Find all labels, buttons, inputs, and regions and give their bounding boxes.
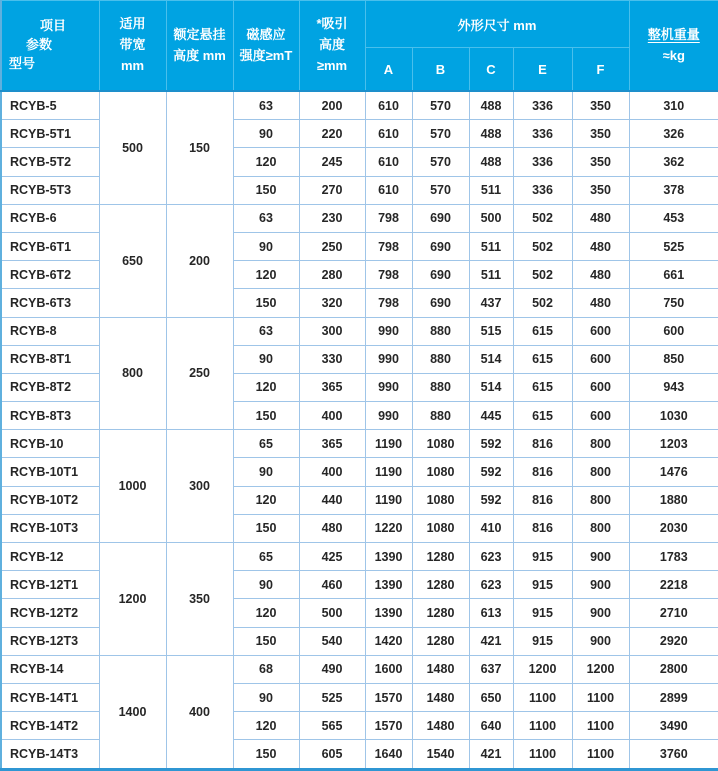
header-corner-line1: 项目 [40, 18, 67, 34]
cell-attraction-height: 460 [299, 571, 365, 599]
cell-attraction-height: 270 [299, 176, 365, 204]
cell-weight: 600 [629, 317, 718, 345]
header-dim-e: E [513, 48, 572, 92]
cell-dim-b: 1280 [412, 543, 469, 571]
header-dim-f: F [572, 48, 629, 92]
cell-dim-b: 690 [412, 232, 469, 260]
cell-dim-f: 800 [572, 486, 629, 514]
cell-dim-a: 990 [365, 402, 412, 430]
cell-weight: 453 [629, 204, 718, 232]
cell-magnetic-induction: 90 [233, 458, 299, 486]
cell-dim-b: 1280 [412, 599, 469, 627]
cell-weight: 2710 [629, 599, 718, 627]
cell-magnetic-induction: 150 [233, 402, 299, 430]
cell-dim-f: 600 [572, 402, 629, 430]
table-body [1, 91, 718, 769]
cell-model: RCYB-14 [1, 655, 99, 683]
header-suspension-height: 额定悬挂 高度 mm [166, 1, 233, 92]
cell-model: RCYB-8 [1, 317, 99, 345]
cell-suspension-height: 200 [166, 204, 233, 317]
header-corner-line3: 型号 [9, 55, 36, 71]
cell-bandwidth: 1200 [99, 543, 166, 656]
cell-dim-a: 1390 [365, 599, 412, 627]
cell-model: RCYB-10 [1, 430, 99, 458]
cell-attraction-height: 200 [299, 91, 365, 120]
cell-dim-a: 1420 [365, 627, 412, 655]
cell-dim-b: 1280 [412, 627, 469, 655]
cell-magnetic-induction: 120 [233, 373, 299, 401]
cell-dim-e: 502 [513, 204, 572, 232]
cell-dim-c: 637 [469, 655, 513, 683]
cell-attraction-height: 480 [299, 514, 365, 542]
cell-dim-f: 900 [572, 599, 629, 627]
cell-attraction-height: 250 [299, 232, 365, 260]
cell-suspension-height: 150 [166, 91, 233, 204]
cell-model: RCYB-12 [1, 543, 99, 571]
cell-model: RCYB-10T1 [1, 458, 99, 486]
cell-attraction-height: 400 [299, 402, 365, 430]
cell-dim-c: 623 [469, 543, 513, 571]
cell-dim-a: 990 [365, 373, 412, 401]
header-dimensions-group: 外形尺寸 mm [365, 1, 629, 48]
cell-attraction-height: 330 [299, 345, 365, 373]
cell-model: RCYB-8T2 [1, 373, 99, 401]
cell-dim-b: 880 [412, 345, 469, 373]
cell-dim-c: 488 [469, 120, 513, 148]
cell-weight: 750 [629, 289, 718, 317]
cell-attraction-height: 365 [299, 430, 365, 458]
cell-dim-f: 480 [572, 204, 629, 232]
cell-dim-a: 1190 [365, 486, 412, 514]
cell-attraction-height: 490 [299, 655, 365, 683]
cell-bandwidth: 800 [99, 317, 166, 430]
cell-dim-c: 511 [469, 176, 513, 204]
cell-dim-b: 1480 [412, 655, 469, 683]
cell-model: RCYB-6T2 [1, 261, 99, 289]
cell-dim-f: 900 [572, 571, 629, 599]
cell-weight: 2899 [629, 683, 718, 711]
cell-magnetic-induction: 63 [233, 91, 299, 120]
cell-dim-c: 511 [469, 232, 513, 260]
cell-model: RCYB-14T3 [1, 740, 99, 769]
cell-dim-f: 350 [572, 176, 629, 204]
cell-bandwidth: 1400 [99, 655, 166, 769]
cell-magnetic-induction: 120 [233, 148, 299, 176]
cell-magnetic-induction: 90 [233, 232, 299, 260]
cell-dim-a: 1390 [365, 543, 412, 571]
cell-dim-e: 915 [513, 571, 572, 599]
cell-dim-b: 690 [412, 204, 469, 232]
cell-dim-b: 1080 [412, 514, 469, 542]
cell-model: RCYB-6 [1, 204, 99, 232]
table-header [1, 1, 718, 92]
cell-dim-a: 798 [365, 261, 412, 289]
cell-weight: 943 [629, 373, 718, 401]
cell-weight: 850 [629, 345, 718, 373]
cell-dim-e: 615 [513, 402, 572, 430]
cell-dim-f: 800 [572, 430, 629, 458]
cell-dim-c: 613 [469, 599, 513, 627]
cell-model: RCYB-8T1 [1, 345, 99, 373]
cell-attraction-height: 230 [299, 204, 365, 232]
cell-attraction-height: 245 [299, 148, 365, 176]
cell-dim-e: 502 [513, 289, 572, 317]
cell-model: RCYB-12T2 [1, 599, 99, 627]
cell-magnetic-induction: 90 [233, 571, 299, 599]
header-corner [1, 1, 99, 92]
cell-suspension-height: 350 [166, 543, 233, 656]
cell-dim-e: 336 [513, 120, 572, 148]
cell-dim-c: 623 [469, 571, 513, 599]
cell-attraction-height: 605 [299, 740, 365, 769]
cell-magnetic-induction: 90 [233, 345, 299, 373]
cell-dim-e: 816 [513, 458, 572, 486]
cell-attraction-height: 320 [299, 289, 365, 317]
cell-dim-e: 615 [513, 373, 572, 401]
cell-dim-a: 1190 [365, 430, 412, 458]
cell-dim-c: 488 [469, 148, 513, 176]
cell-dim-a: 990 [365, 317, 412, 345]
cell-magnetic-induction: 65 [233, 543, 299, 571]
cell-dim-a: 1570 [365, 712, 412, 740]
cell-magnetic-induction: 120 [233, 261, 299, 289]
cell-dim-b: 1480 [412, 712, 469, 740]
cell-dim-f: 600 [572, 373, 629, 401]
header-dim-b: B [412, 48, 469, 92]
cell-dim-e: 615 [513, 345, 572, 373]
cell-weight: 1880 [629, 486, 718, 514]
cell-model: RCYB-14T1 [1, 683, 99, 711]
cell-dim-a: 1220 [365, 514, 412, 542]
cell-suspension-height: 250 [166, 317, 233, 430]
cell-magnetic-induction: 150 [233, 176, 299, 204]
cell-dim-f: 350 [572, 120, 629, 148]
cell-dim-e: 915 [513, 543, 572, 571]
cell-suspension-height: 300 [166, 430, 233, 543]
cell-dim-e: 615 [513, 317, 572, 345]
cell-dim-e: 816 [513, 486, 572, 514]
cell-dim-a: 798 [365, 232, 412, 260]
cell-suspension-height: 400 [166, 655, 233, 769]
cell-attraction-height: 525 [299, 683, 365, 711]
cell-attraction-height: 300 [299, 317, 365, 345]
table-row [1, 543, 718, 571]
cell-dim-c: 650 [469, 683, 513, 711]
cell-dim-b: 880 [412, 317, 469, 345]
cell-magnetic-induction: 120 [233, 712, 299, 740]
cell-dim-f: 600 [572, 317, 629, 345]
cell-magnetic-induction: 90 [233, 683, 299, 711]
cell-dim-c: 515 [469, 317, 513, 345]
cell-model: RCYB-5T3 [1, 176, 99, 204]
cell-dim-f: 1100 [572, 683, 629, 711]
cell-model: RCYB-5 [1, 91, 99, 120]
cell-dim-e: 336 [513, 91, 572, 120]
cell-dim-f: 1200 [572, 655, 629, 683]
cell-magnetic-induction: 150 [233, 627, 299, 655]
cell-dim-b: 690 [412, 261, 469, 289]
cell-dim-f: 900 [572, 543, 629, 571]
cell-bandwidth: 500 [99, 91, 166, 204]
cell-weight: 1783 [629, 543, 718, 571]
cell-dim-c: 514 [469, 345, 513, 373]
cell-dim-b: 570 [412, 176, 469, 204]
cell-model: RCYB-10T3 [1, 514, 99, 542]
cell-magnetic-induction: 63 [233, 204, 299, 232]
cell-weight: 362 [629, 148, 718, 176]
cell-weight: 1030 [629, 402, 718, 430]
cell-dim-a: 1600 [365, 655, 412, 683]
cell-weight: 2030 [629, 514, 718, 542]
header-magnetic-induction: 磁感应 强度≥mT [233, 1, 299, 92]
cell-dim-a: 990 [365, 345, 412, 373]
cell-dim-e: 336 [513, 176, 572, 204]
cell-dim-c: 445 [469, 402, 513, 430]
cell-dim-e: 336 [513, 148, 572, 176]
cell-dim-a: 1570 [365, 683, 412, 711]
cell-attraction-height: 365 [299, 373, 365, 401]
cell-dim-f: 800 [572, 458, 629, 486]
cell-bandwidth: 650 [99, 204, 166, 317]
cell-dim-b: 570 [412, 148, 469, 176]
header-weight: 整机重量 ≈kg [629, 1, 718, 92]
cell-dim-f: 600 [572, 345, 629, 373]
cell-dim-e: 915 [513, 599, 572, 627]
cell-dim-b: 880 [412, 402, 469, 430]
cell-model: RCYB-6T3 [1, 289, 99, 317]
cell-dim-a: 1190 [365, 458, 412, 486]
cell-model: RCYB-14T2 [1, 712, 99, 740]
cell-weight: 1476 [629, 458, 718, 486]
cell-dim-a: 798 [365, 289, 412, 317]
cell-dim-a: 610 [365, 120, 412, 148]
cell-dim-b: 880 [412, 373, 469, 401]
cell-attraction-height: 440 [299, 486, 365, 514]
cell-dim-f: 1100 [572, 712, 629, 740]
cell-model: RCYB-12T1 [1, 571, 99, 599]
table-row [1, 204, 718, 232]
cell-magnetic-induction: 120 [233, 486, 299, 514]
cell-dim-f: 480 [572, 289, 629, 317]
cell-model: RCYB-12T3 [1, 627, 99, 655]
cell-attraction-height: 425 [299, 543, 365, 571]
table-row [1, 317, 718, 345]
cell-weight: 1203 [629, 430, 718, 458]
cell-dim-a: 610 [365, 176, 412, 204]
cell-dim-a: 1390 [365, 571, 412, 599]
cell-dim-f: 480 [572, 261, 629, 289]
cell-dim-b: 1540 [412, 740, 469, 769]
cell-dim-a: 798 [365, 204, 412, 232]
header-bandwidth: 适用 带宽 mm [99, 1, 166, 92]
cell-dim-e: 502 [513, 232, 572, 260]
cell-magnetic-induction: 120 [233, 599, 299, 627]
cell-dim-a: 610 [365, 148, 412, 176]
table-row [1, 430, 718, 458]
cell-dim-f: 350 [572, 91, 629, 120]
cell-dim-e: 1100 [513, 683, 572, 711]
cell-dim-b: 1480 [412, 683, 469, 711]
cell-dim-e: 1100 [513, 712, 572, 740]
cell-model: RCYB-6T1 [1, 232, 99, 260]
cell-model: RCYB-5T1 [1, 120, 99, 148]
cell-dim-b: 1080 [412, 458, 469, 486]
table-row [1, 91, 718, 120]
cell-weight: 378 [629, 176, 718, 204]
cell-dim-c: 514 [469, 373, 513, 401]
header-dim-a: A [365, 48, 412, 92]
header-attraction-height: *吸引 高度 ≥mm [299, 1, 365, 92]
cell-attraction-height: 220 [299, 120, 365, 148]
cell-dim-c: 592 [469, 430, 513, 458]
cell-weight: 2920 [629, 627, 718, 655]
cell-attraction-height: 400 [299, 458, 365, 486]
cell-attraction-height: 280 [299, 261, 365, 289]
cell-dim-c: 592 [469, 458, 513, 486]
cell-dim-f: 900 [572, 627, 629, 655]
cell-model: RCYB-10T2 [1, 486, 99, 514]
cell-model: RCYB-5T2 [1, 148, 99, 176]
cell-dim-c: 421 [469, 627, 513, 655]
cell-attraction-height: 540 [299, 627, 365, 655]
cell-magnetic-induction: 68 [233, 655, 299, 683]
cell-weight: 326 [629, 120, 718, 148]
cell-dim-c: 488 [469, 91, 513, 120]
cell-magnetic-induction: 65 [233, 430, 299, 458]
cell-dim-b: 1080 [412, 430, 469, 458]
cell-weight: 3490 [629, 712, 718, 740]
cell-dim-e: 1100 [513, 740, 572, 769]
cell-dim-b: 570 [412, 91, 469, 120]
cell-dim-c: 421 [469, 740, 513, 769]
cell-dim-c: 437 [469, 289, 513, 317]
cell-magnetic-induction: 90 [233, 120, 299, 148]
cell-dim-e: 816 [513, 430, 572, 458]
cell-dim-c: 511 [469, 261, 513, 289]
cell-dim-b: 690 [412, 289, 469, 317]
cell-weight: 310 [629, 91, 718, 120]
cell-dim-c: 592 [469, 486, 513, 514]
cell-dim-f: 1100 [572, 740, 629, 769]
cell-dim-f: 480 [572, 232, 629, 260]
cell-dim-f: 800 [572, 514, 629, 542]
cell-attraction-height: 500 [299, 599, 365, 627]
cell-dim-f: 350 [572, 148, 629, 176]
cell-dim-e: 816 [513, 514, 572, 542]
cell-dim-b: 570 [412, 120, 469, 148]
cell-magnetic-induction: 150 [233, 740, 299, 769]
cell-dim-e: 502 [513, 261, 572, 289]
table-row [1, 655, 718, 683]
cell-weight: 661 [629, 261, 718, 289]
cell-magnetic-induction: 150 [233, 289, 299, 317]
cell-dim-b: 1280 [412, 571, 469, 599]
cell-dim-c: 640 [469, 712, 513, 740]
cell-model: RCYB-8T3 [1, 402, 99, 430]
header-dim-c: C [469, 48, 513, 92]
cell-bandwidth: 1000 [99, 430, 166, 543]
cell-weight: 525 [629, 232, 718, 260]
cell-weight: 2800 [629, 655, 718, 683]
cell-dim-a: 610 [365, 91, 412, 120]
cell-magnetic-induction: 63 [233, 317, 299, 345]
cell-attraction-height: 565 [299, 712, 365, 740]
cell-dim-e: 1200 [513, 655, 572, 683]
cell-dim-a: 1640 [365, 740, 412, 769]
header-corner-line2: 参数 [26, 37, 53, 53]
cell-weight: 3760 [629, 740, 718, 769]
cell-dim-c: 500 [469, 204, 513, 232]
cell-dim-c: 410 [469, 514, 513, 542]
cell-weight: 2218 [629, 571, 718, 599]
cell-dim-e: 915 [513, 627, 572, 655]
cell-magnetic-induction: 150 [233, 514, 299, 542]
cell-dim-b: 1080 [412, 486, 469, 514]
